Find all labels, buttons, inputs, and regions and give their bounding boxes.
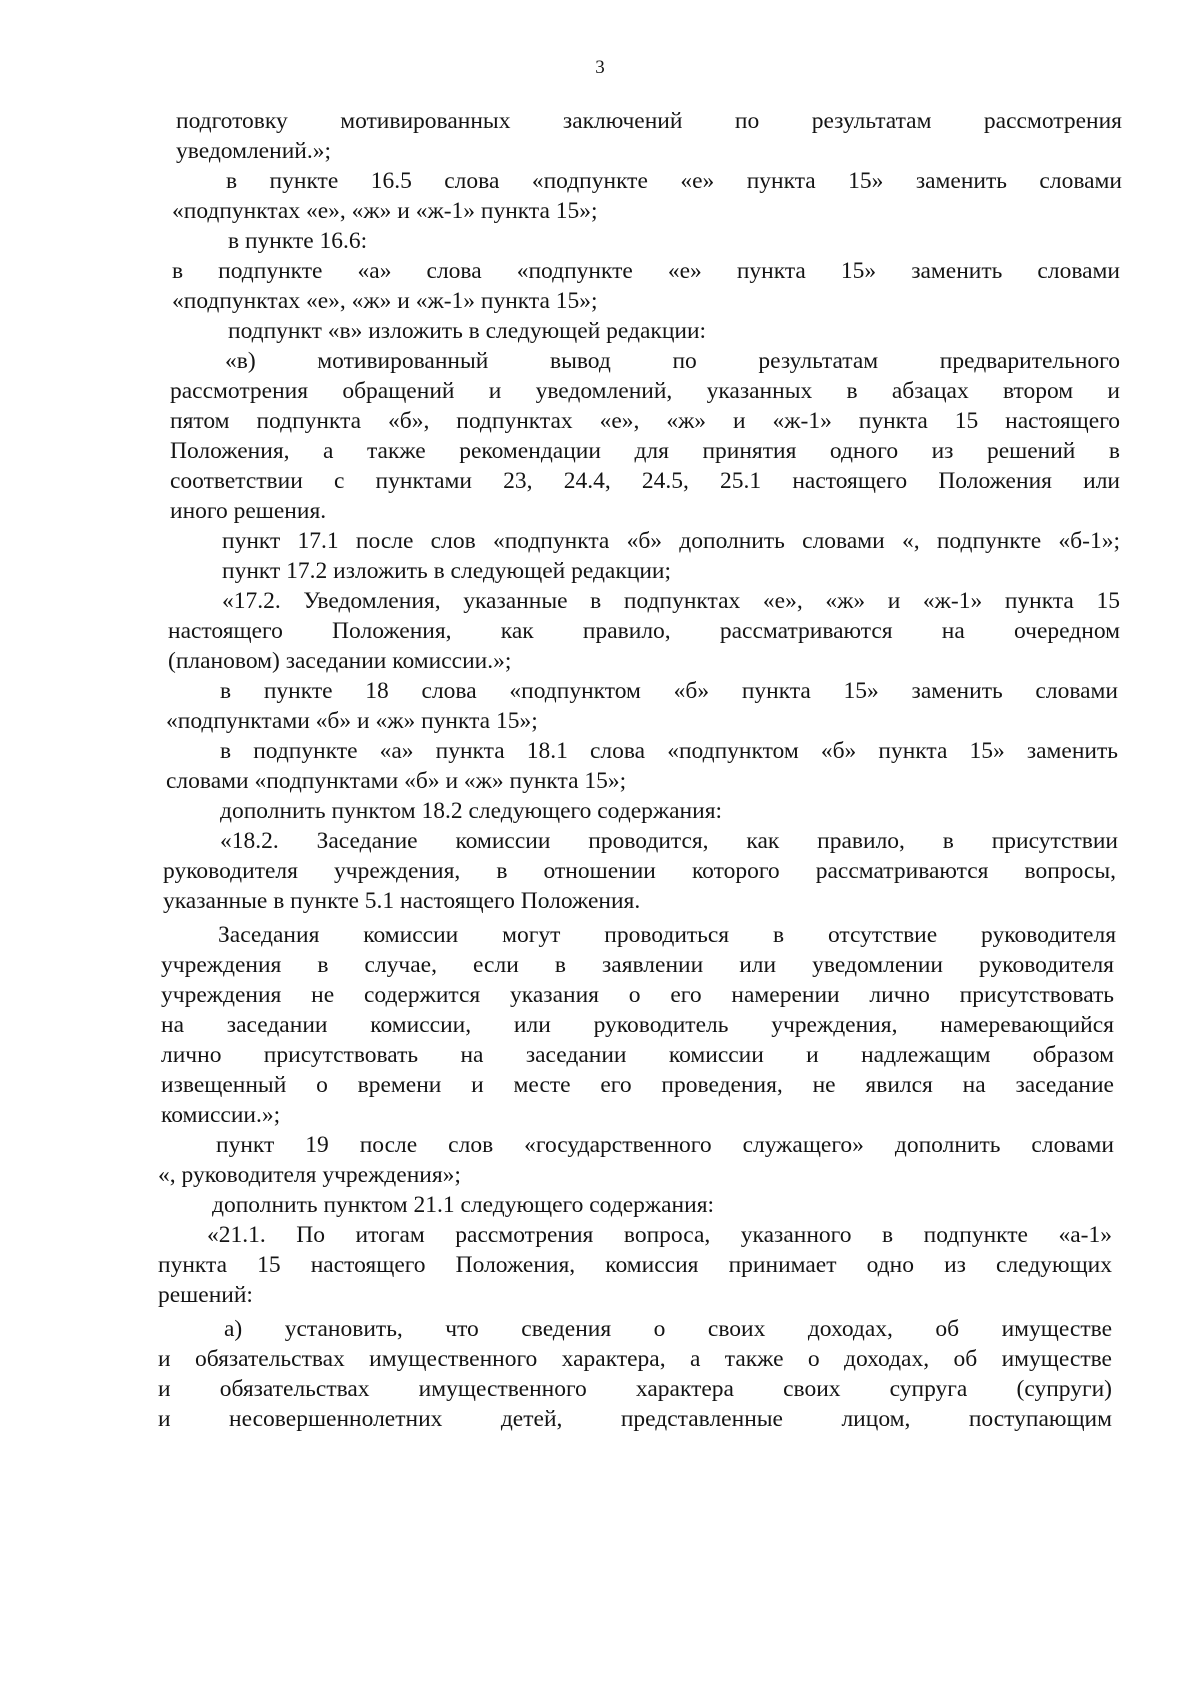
text-line: указанные в пункте 5.1 настоящего Положения. (163, 888, 641, 914)
text-line: и обязательствах имущественного характера своих супруга (супруги) (158, 1376, 1112, 1402)
text-line: Положения, а также рекомендации для принятия одного из решений в (170, 438, 1120, 464)
text-line: и обязательствах имущественного характера, а также о доходах, об имуществе (158, 1346, 1112, 1372)
text-line: словами «подпунктами «б» и «ж» пункта 15»; (166, 768, 627, 794)
text-line: на заседании комиссии, или руководитель учреждения, намеревающийся (161, 1012, 1114, 1038)
text-line: извещенный о времени и месте его проведения, не явился на заседание (161, 1072, 1114, 1098)
text-line: пункт 19 после слов «государственного служащего» дополнить словами (216, 1132, 1114, 1158)
text-line: пункта 15 настоящего Положения, комиссия принимает одно из следующих (158, 1252, 1112, 1278)
text-line: в подпункте «а» слова «подпункте «е» пункта 15» заменить словами (172, 258, 1120, 284)
text-line: уведомлений.»; (176, 138, 331, 164)
text-line: «подпунктами «б» и «ж» пункта 15»; (166, 708, 538, 734)
text-line: настоящего Положения, как правило, рассматриваются на очередном (168, 618, 1120, 644)
text-line: комиссии.»; (161, 1102, 281, 1128)
text-line: лично присутствовать на заседании комиссии и надлежащим образом (161, 1042, 1114, 1068)
text-line: решений: (158, 1282, 253, 1308)
text-line: учреждения в случае, если в заявлении или уведомлении руководителя (161, 952, 1114, 978)
text-line: Заседания комиссии могут проводиться в отсутствие руководителя (218, 922, 1116, 948)
text-line: «подпунктах «е», «ж» и «ж-1» пункта 15»; (172, 198, 598, 224)
text-line: «в) мотивированный вывод по результатам предварительного (225, 348, 1120, 374)
text-line: «подпунктах «е», «ж» и «ж-1» пункта 15»; (172, 288, 598, 314)
text-line: в пункте 16.5 слова «подпункте «е» пункта 15» заменить словами (226, 168, 1122, 194)
page-number: 3 (595, 57, 605, 78)
text-line: в пункте 16.6: (228, 228, 368, 254)
text-line: «, руководителя учреждения»; (158, 1162, 461, 1188)
text-line: дополнить пунктом 21.1 следующего содержания: (212, 1192, 715, 1218)
text-line: соответствии с пунктами 23, 24.4, 24.5, 25.1 настоящего Положения или (170, 468, 1120, 494)
document-body (0, 106, 1200, 1434)
text-line: пункт 17.2 изложить в следующей редакции; (222, 558, 672, 584)
text-line: подготовку мотивированных заключений по результатам рассмотрения (176, 108, 1122, 134)
text-line: подпункт «в» изложить в следующей редакции: (228, 318, 707, 344)
text-line: рассмотрения обращений и уведомлений, указанных в абзацах втором и (170, 378, 1120, 404)
text-line: пункт 17.1 после слов «подпункта «б» дополнить словами «, подпункте «б-1»; (222, 528, 1120, 554)
text-line: дополнить пунктом 18.2 следующего содержания: (220, 798, 723, 824)
text-line: «17.2. Уведомления, указанные в подпунктах «е», «ж» и «ж-1» пункта 15 (222, 588, 1120, 614)
text-line: руководителя учреждения, в отношении которого рассматриваются вопросы, (163, 858, 1116, 884)
text-line: (плановом) заседании комиссии.»; (168, 648, 512, 674)
text-line: «21.1. По итогам рассмотрения вопроса, указанного в подпункте «а-1» (207, 1222, 1112, 1248)
text-line: учреждения не содержится указания о его намерении лично присутствовать (161, 982, 1114, 1008)
text-line: а) установить, что сведения о своих доходах, об имуществе (224, 1316, 1112, 1342)
text-line: в пункте 18 слова «подпунктом «б» пункта 15» заменить словами (220, 678, 1118, 704)
text-line: в подпункте «а» пункта 18.1 слова «подпунктом «б» пункта 15» заменить (220, 738, 1118, 764)
text-line: и несовершеннолетних детей, представленные лицом, поступающим (158, 1406, 1112, 1432)
text-line: «18.2. Заседание комиссии проводится, как правило, в присутствии (220, 828, 1118, 854)
text-line: иного решения. (170, 498, 327, 524)
text-line: пятом подпункта «б», подпунктах «е», «ж» и «ж-1» пункта 15 настоящего (170, 408, 1120, 434)
